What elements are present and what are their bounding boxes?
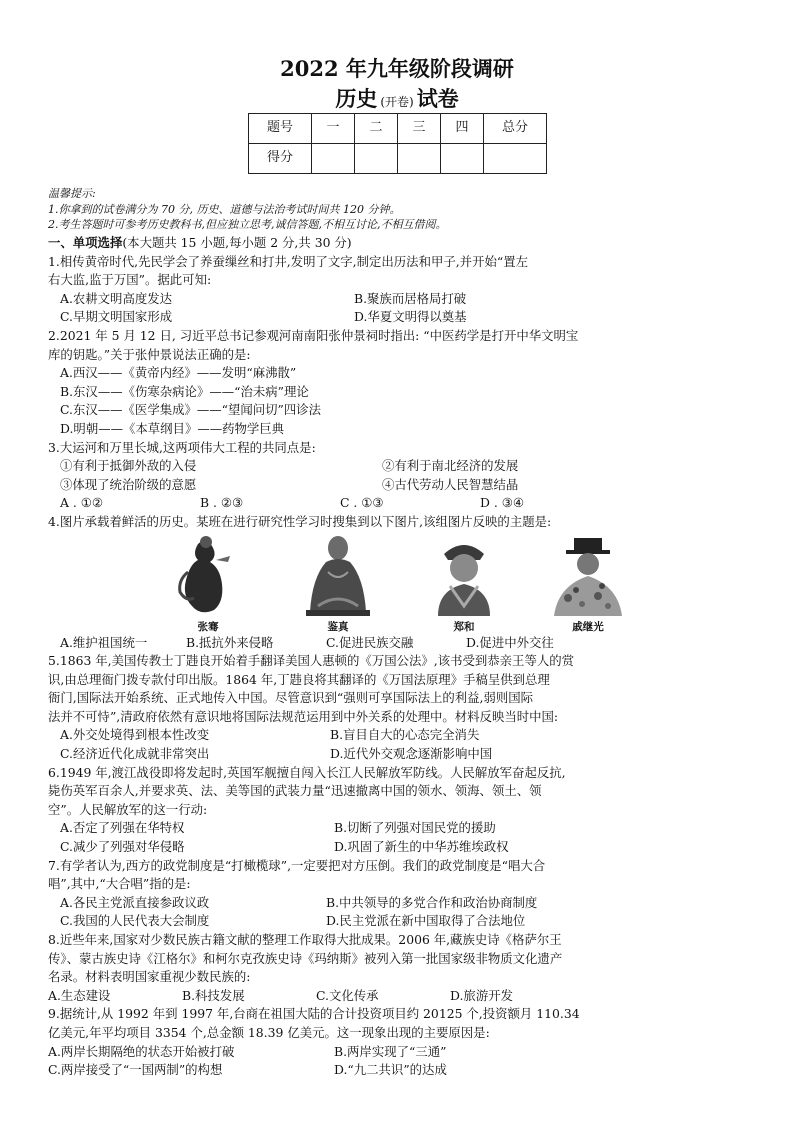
option-c[interactable]: C.促进民族交融 xyxy=(326,634,414,650)
question-1-stem: 右大监,监于万国”。据此可知: xyxy=(48,272,212,288)
statement-item: ②有利于南北经济的发展 xyxy=(382,458,519,474)
qi-jiguang-portrait-icon xyxy=(538,532,638,618)
score-table xyxy=(248,113,547,174)
option-c[interactable]: C.东汉——《医学集成》——“望闻问切”四诊法 xyxy=(60,402,322,418)
option-b[interactable]: B.两岸实现了“三通” xyxy=(334,1043,447,1059)
figure-caption: 戚继光 xyxy=(572,620,604,633)
option-c[interactable]: C.经济近代化成就非常突出 xyxy=(60,746,210,762)
option-a[interactable]: A.两岸长期隔绝的状态开始被打破 xyxy=(48,1043,235,1059)
section-title: 一、单项选择 xyxy=(48,235,123,250)
option-d[interactable]: D.民主党派在新中国取得了合法地位 xyxy=(326,913,526,929)
option-a[interactable]: A.西汉——《黄帝内经》——发明“麻沸散” xyxy=(60,365,297,381)
figure-zheng-he xyxy=(414,532,514,634)
question-5-stem: 衙门,国际法开始系统、正式地传入中国。尽管意识到“强则可享国际法上的利益,弱则国际 xyxy=(48,690,534,706)
exam-subtitle xyxy=(0,86,794,115)
question-5-stem: 识,由总理衙门拨专款付印出版。1864 年,丁韪良将其翻译的《万国法原理》手稿呈供到总理 xyxy=(48,671,550,687)
score-header-cell: 四 xyxy=(441,114,484,144)
option-d[interactable]: D.巩固了新生的中华苏维埃政权 xyxy=(334,839,509,855)
score-header-cell: 总分 xyxy=(484,114,547,144)
question-7-options xyxy=(48,894,748,913)
option-a[interactable]: A.生态建设 xyxy=(48,987,111,1003)
statement-item: ①有利于抵御外敌的入侵 xyxy=(60,458,197,474)
question-1-options xyxy=(48,308,748,327)
option-c[interactable]: C.我国的人民代表大会制度 xyxy=(60,913,210,929)
figure-caption: 郑和 xyxy=(453,620,475,633)
question-6-stem: 空”。人民解放军的这一行动: xyxy=(48,801,208,817)
question-6-options xyxy=(48,819,748,838)
tips-item: 2.考生答题时可参考历史教科书,但应独立思考,诚信答题,不相互讨论,不相互借阅。 xyxy=(48,218,447,231)
question-5-stem: 5.1863 年,美国传教士丁韪良开始着手翻译美国人惠顿的《万国公法》,该书受到恭亲王等人的赏 xyxy=(48,653,575,669)
option-c[interactable]: C.文化传承 xyxy=(316,987,379,1003)
option-c[interactable]: C.两岸接受了“一国两制”的构想 xyxy=(48,1062,223,1078)
question-6-stem: 6.1949 年,渡江战役即将发起时,英国军舰擅自闯入长江人民解放军防线。人民解放军奋起反抗, xyxy=(48,764,566,780)
option-c[interactable]: C.减少了列强对华侵略 xyxy=(60,839,185,855)
option-b[interactable]: B.中共领导的多党合作和政治协商制度 xyxy=(326,894,538,910)
exam-tips xyxy=(48,186,446,233)
question-5-stem: 法并不可恃”,清政府依然有意识地将国际法规范运用到中外关系的处理中。材料反映当时中国: xyxy=(48,708,559,724)
question-1-options xyxy=(48,290,748,309)
option-b[interactable]: B.聚族而居格局打破 xyxy=(354,290,467,306)
option-d[interactable]: D.明朝——《本草纲目》——药物学巨典 xyxy=(60,420,285,436)
section-heading xyxy=(48,234,748,253)
score-cell[interactable] xyxy=(484,144,547,174)
figure-zhang-qian xyxy=(158,532,258,634)
subtitle-note: (开卷) xyxy=(380,95,414,109)
score-cell[interactable] xyxy=(441,144,484,174)
question-8-options xyxy=(48,987,748,1006)
subtitle-paper: 试卷 xyxy=(416,86,459,111)
zheng-he-portrait-icon xyxy=(414,532,514,618)
score-header-cell: 二 xyxy=(355,114,398,144)
jian-zhen-statue-icon xyxy=(288,532,388,618)
question-9-stem: 9.据统计,从 1992 年到 1997 年,台商在祖国大陆的合计投资项目约 20125 个,投资额月 110.34 xyxy=(48,1006,580,1022)
score-cell[interactable] xyxy=(398,144,441,174)
figure-qi-jiguang xyxy=(538,532,638,634)
score-header-cell: 题号 xyxy=(249,114,312,144)
question-5-options xyxy=(48,745,748,764)
tips-item: 1.你拿到的试卷满分为 70 分, 历史、道德与法治考试时间共 120 分钟。 xyxy=(48,202,401,216)
option-a[interactable]: A.维护祖国统一 xyxy=(60,634,148,650)
score-cell[interactable] xyxy=(355,144,398,174)
figure-caption: 张骞 xyxy=(197,620,219,633)
option-b[interactable]: B.东汉——《伤寒杂病论》——“治未病”理论 xyxy=(60,383,309,399)
question-2-stem: 2.2021 年 5 月 12 日, 习近平总书记参观河南南阳张仲景祠时指出: “中医药学是打开中华文明宝 xyxy=(48,327,579,343)
question-2-stem: 库的钥匙。”关于张仲景说法正确的是: xyxy=(48,346,251,362)
option-d[interactable]: D.“九二共识”的达成 xyxy=(334,1062,447,1078)
option-a[interactable]: A.各民主党派直接参政议政 xyxy=(60,894,210,910)
option-d[interactable]: D . ③④ xyxy=(480,495,524,511)
question-5-options xyxy=(48,726,748,745)
score-header-cell: 三 xyxy=(398,114,441,144)
option-b[interactable]: B.科技发展 xyxy=(182,987,245,1003)
section-note: (本大题共 15 小题,每小题 2 分,共 30 分) xyxy=(122,235,352,250)
question-1-stem: 1.相传黄帝时代,先民学会了养蚕缫丝和打井,发明了文字,制定出历法和甲子,并开始“置左 xyxy=(48,253,528,269)
question-6-options xyxy=(48,838,748,857)
question-7-stem: 7.有学者认为,西方的政党制度是“打橄榄球”,一定要把对方压倒。我们的政党制度是“唱大合 xyxy=(48,857,546,873)
option-a[interactable]: A.农耕文明高度发达 xyxy=(60,290,173,306)
option-b[interactable]: B.抵抗外来侵略 xyxy=(186,634,274,650)
option-b[interactable]: B.切断了列强对国民党的援助 xyxy=(334,820,496,836)
question-8-stem: 名录。材料表明国家重视少数民族的: xyxy=(48,969,251,985)
question-3-items xyxy=(48,457,748,476)
question-4-images xyxy=(48,532,748,634)
question-7-options xyxy=(48,912,748,931)
option-d[interactable]: D.促进中外交往 xyxy=(466,634,554,650)
question-4-stem: 4.图片承载着鲜活的历史。某班在进行研究性学习时搜集到以下图片,该组图片反映的主题是: xyxy=(48,513,552,529)
option-d[interactable]: D.旅游开发 xyxy=(450,987,513,1003)
question-9-options xyxy=(48,1043,748,1062)
question-3-items xyxy=(48,476,748,495)
question-9-stem: 亿美元,年平均项目 3354 个,总金额 18.39 亿美元。这一现象出现的主要原因是: xyxy=(48,1024,490,1040)
score-cell[interactable] xyxy=(312,144,355,174)
tips-title: 温馨提示: xyxy=(48,187,96,200)
zhang-qian-figure-icon xyxy=(158,532,258,618)
statement-item: ③体现了统治阶级的意愿 xyxy=(60,476,197,492)
option-a[interactable]: A.否定了列强在华特权 xyxy=(60,820,185,836)
score-table-header-row xyxy=(249,114,547,144)
question-9-options xyxy=(48,1061,748,1080)
exam-title: 2022 年九年级阶段调研 xyxy=(280,56,514,81)
question-8-stem: 传》、蒙古族史诗《江格尔》和柯尔克孜族史诗《玛纳斯》被列入第一批国家级非物质文化遗产 xyxy=(48,950,563,966)
question-4-options xyxy=(48,634,748,653)
option-b[interactable]: B . ②③ xyxy=(200,495,244,511)
subtitle-subject: 历史 xyxy=(335,86,378,111)
option-d[interactable]: D.华夏文明得以奠基 xyxy=(354,309,467,325)
option-c[interactable]: C . ①③ xyxy=(340,495,384,511)
option-d[interactable]: D.近代外交观念逐渐影响中国 xyxy=(330,746,493,762)
question-6-stem: 毙伤英军百余人,并要求英、法、美等国的武装力量“迅速撤离中国的领水、领海、领土、领 xyxy=(48,783,542,799)
option-a[interactable]: A . ①② xyxy=(60,495,103,511)
question-3-options xyxy=(48,494,748,513)
figure-jian-zhen xyxy=(288,532,388,634)
statement-item: ④古代劳动人民智慧结晶 xyxy=(382,476,519,492)
option-a[interactable]: A.外交处境得到根本性改变 xyxy=(60,727,210,743)
score-header-cell: 一 xyxy=(312,114,355,144)
figure-caption: 鉴真 xyxy=(327,620,349,633)
score-row-label: 得分 xyxy=(249,144,312,174)
question-7-stem: 唱”,其中,“大合唱”指的是: xyxy=(48,876,191,892)
option-c[interactable]: C.早期文明国家形成 xyxy=(60,309,173,325)
option-b[interactable]: B.盲目自大的心态完全消失 xyxy=(330,727,480,743)
exam-body xyxy=(48,234,748,1080)
score-table-score-row xyxy=(249,144,547,174)
question-8-stem: 8.近些年来,国家对少数民族古籍文献的整理工作取得大批成果。2006 年,藏族史诗《格萨尔王 xyxy=(48,932,562,947)
question-3-stem: 3.大运河和万里长城,这两项伟大工程的共同点是: xyxy=(48,439,316,455)
